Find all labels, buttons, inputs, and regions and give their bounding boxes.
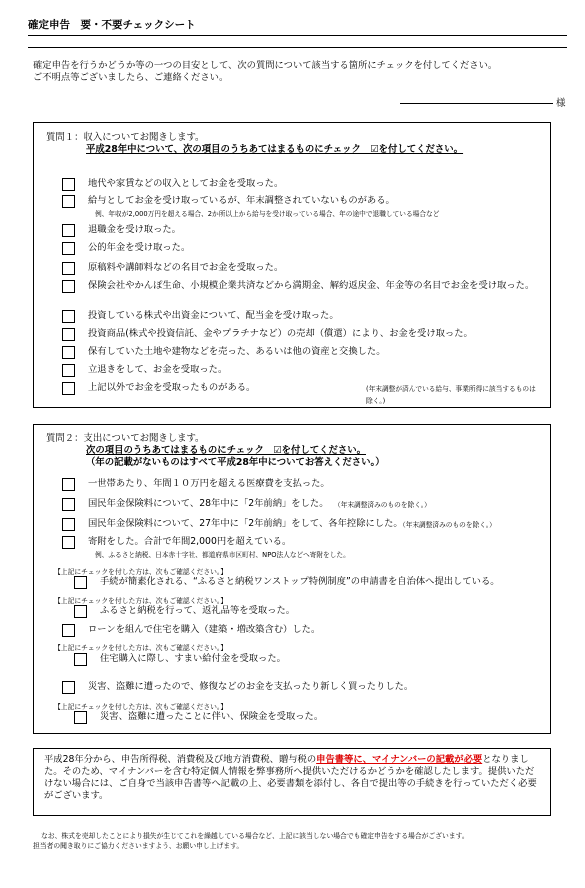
q1-checkbox-3[interactable] — [62, 224, 75, 237]
name-field[interactable] — [400, 103, 553, 104]
q1-checkbox-5[interactable] — [62, 262, 75, 275]
title-rule-bottom — [28, 47, 567, 48]
title-rule-top — [28, 35, 567, 36]
q2-checkbox-1[interactable] — [62, 478, 75, 491]
q1-checkbox-1[interactable] — [62, 178, 75, 191]
question2-title: 質問２：支出についてお聞きします。 — [46, 433, 205, 444]
intro-text — [33, 60, 497, 84]
q2-subcheckbox-1[interactable] — [74, 576, 87, 589]
q2-checkbox-5[interactable] — [62, 624, 75, 637]
question1-instruction: 平成28年中について、次の項目のうちあてはまるものにチェック ☑を付してください。 — [86, 144, 464, 155]
confirm-note-1: 【上記にチェックを付した方は、次もご確認ください。】 — [54, 568, 228, 576]
mynumber-required-highlight: 申告書等に、マイナンバーの記載が必要 — [316, 754, 483, 765]
confirm-note-3: 【上記にチェックを付した方は、次もご確認ください。】 — [54, 644, 228, 652]
confirm-note-4: 【上記にチェックを付した方は、次もご確認ください。】 — [54, 703, 228, 711]
question1-box: 質問１：収入についてお聞きします。 平成28年中について、次の項目のうちあてはまるものにチェック ☑を付してください。 地代や家賃などの収入としてお金を受取った。 給与としてお金を受け取っているが、年末調整されていないものがある。 例、年収が2,000万円を超える場合、2か所以上から給与を受け取っている場合、年の途中で退職している場合など 退職金を受け取った。 公的年金を受け取った。 原稿料や講師料などの名目でお金を受取った。 保険会社やかんぽ生命、小規模企業共済などから満期金、解約返戻金、年金等の名目でお金を受け取った。 投資している株式や出資金について、配当金を受け取った。 投資商品(株式や投資信託、金やプラチナなど）の売却（償還）により、お金を受け取った。 保有していた土地や建物などを売った、あるいは他の資産と交換した。 立退きをして、お金を受取った。 上記以外でお金を受取ったものがある。 (年末調整が済んでいる給与、事業所得に該当するものは除く。) — [33, 122, 551, 408]
q1-checkbox-9[interactable] — [62, 346, 75, 359]
q2-subcheckbox-2[interactable] — [74, 605, 87, 618]
q1-checkbox-7[interactable] — [62, 310, 75, 323]
footer-line-1: なお、株式を売却したことにより損失が生じてこれを繰越している場合など、上記に該当しない場合でも確定申告をする場合がございます。 — [41, 832, 469, 840]
q1-checkbox-4[interactable] — [62, 242, 75, 255]
confirm-note-2: 【上記にチェックを付した方は、次もご確認ください。】 — [54, 597, 228, 605]
intro-line-2: ご不明点等ございましたら、ご連絡ください。 — [33, 72, 229, 83]
footer-line-2: 担当者の聞き取りにご協力くださいますよう、お願い申し上げます。 — [33, 842, 244, 850]
intro-line-1: 確定申告を行うかどうか等の一つの目安として、次の質問について該当する箇所にチェックを付してください。 — [33, 60, 498, 71]
honorific: 様 — [556, 98, 566, 109]
question1-heading — [46, 132, 463, 156]
q2-checkbox-6[interactable] — [62, 681, 75, 694]
q1-checkbox-11[interactable] — [62, 382, 75, 395]
q2-checkbox-4[interactable] — [62, 536, 75, 549]
question2-instruction: 次の項目のうちあてはまるものにチェック ☑を付してください。 — [86, 445, 367, 456]
question2-note: （年の記載がないものはすべて平成28年中についてお答えください。） — [86, 457, 385, 468]
q1-checkbox-8[interactable] — [62, 328, 75, 341]
question1-title: 質問１：収入についてお聞きします。 — [46, 132, 205, 143]
q2-checkbox-3[interactable] — [62, 518, 75, 531]
q1-checkbox-2[interactable] — [62, 195, 75, 208]
question2-heading — [46, 433, 385, 469]
q2-checkbox-2[interactable] — [62, 498, 75, 511]
q2-subcheckbox-4[interactable] — [74, 711, 87, 724]
question2-box: 質問２：支出についてお聞きします。 次の項目のうちあてはまるものにチェック ☑を付してください。 （年の記載がないものはすべて平成28年中についてお答えください。） 一世帯あたり、年間１０万円を超える医療費を支払った。 国民年金保険料について、28年中に「2年前納」をした。 （年末調整済みのものを除く。） 国民年金保険料について、27年中に「2年前納」をして、各年控除にした。 （年末調整済みのものを除く。） 寄附をした。合計で年間2,000円を超えている。 例、ふるさと納税、日本赤十字社、都道府県市区町村、NPO法人などへ寄附をした。 【上記にチェックを付した方は、次もご確認ください。】 手続が簡素化される、“ふるさと納税ワンストップ特例制度”の申請書を自治体へ提出している。 【上記にチェックを付した方は、次もご確認ください。】 ふるさと納税を行って、返礼品等を受取った。 ローンを組んで住宅を購入（建築・増改築含む）した。 【上記にチェックを付した方は、次もご確認ください。】 住宅購入に際し、すまい給付金を受取った。 災害、盗難に遭ったので、修復などのお金を支払ったり新しく買ったりした。 【上記にチェックを付した方は、次もご確認ください。】 災害、盗難に遭ったことに伴い、保険金を受取った。 — [33, 424, 551, 734]
q1-checkbox-10[interactable] — [62, 364, 75, 377]
page-title: 確定申告 要・不要チェックシート — [28, 19, 196, 31]
footer-note — [33, 831, 553, 851]
q2-subcheckbox-3[interactable] — [74, 653, 87, 666]
q1-checkbox-6[interactable] — [62, 280, 75, 293]
mynumber-notice: 平成28年分から、申告所得税、消費税及び地方消費税、贈与税の申告書等に、マイナンバーの記載が必要となりました。そのため、マイナンバーを含む特定個人情報を弊事務所へ提供いただけるかどうかを確認したします。提供いただけない場合には、ご自身で当該申告書等へ記載の上、必要書類を添付し、各自で提出等の手続きを行っていただく必要がございます。 — [33, 748, 551, 816]
